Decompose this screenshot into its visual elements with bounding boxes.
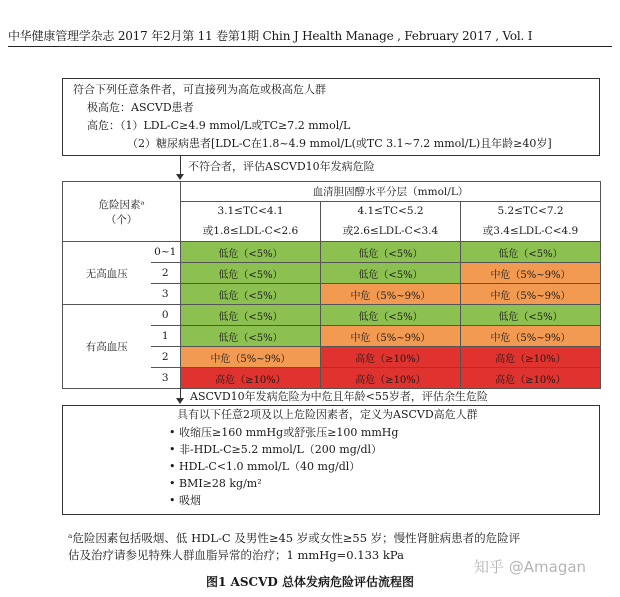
criteria-very-high: 极高危：ASCVD患者 (87, 101, 194, 114)
risk-cell-low: 低危（<5%） (321, 242, 461, 263)
risk-matrix-table (62, 181, 601, 389)
risk-cell-low: 低危（<5%） (181, 263, 321, 284)
direct-criteria-box (62, 78, 600, 156)
risk-cell-mid: 中危（5%~9%） (181, 347, 321, 368)
risk-cell-low: 低危（<5%） (181, 326, 321, 347)
high-risk-criteria-box (62, 405, 600, 515)
risk-factor-count: 0 (151, 305, 181, 326)
level-column-line1: 3.1≤TC<4.1 (217, 205, 284, 217)
hypertension-group-label: 有高血压 (63, 305, 151, 389)
risk-factor-count: 3 (151, 368, 181, 389)
criteria-title: 符合下列任意条件者，可直接列为高危或极高危人群 (73, 83, 326, 96)
risk-factor-count: 2 (151, 263, 181, 284)
watermark: 知乎 @Amagan (474, 558, 587, 576)
risk-cell-high: 高危（≥10%） (181, 368, 321, 389)
factor-unit: （个） (105, 213, 138, 226)
risk-cell-mid: 中危（5%~9%） (461, 284, 601, 305)
footnote-line-2: 估及治疗请参见特殊人群血脂异常的治疗；1 mmHg=0.133 kPa (68, 548, 404, 562)
risk-cell-low: 低危（<5%） (181, 242, 321, 263)
high-risk-item: • 收缩压≥160 mmHg或舒张压≥100 mmHg (169, 426, 399, 439)
risk-row (63, 242, 601, 263)
not-met-note: 不符合者，评估ASCVD10年发病危险 (188, 160, 375, 173)
level-column-header (321, 202, 461, 242)
risk-cell-mid: 中危（5%~9%） (321, 284, 461, 305)
level-column-line2: 或1.8≤LDL-C<2.6 (202, 225, 299, 237)
factor-header-cell (63, 182, 181, 242)
risk-cell-low: 低危（<5%） (461, 242, 601, 263)
mid-risk-note: ASCVD10年发病危险为中危且年龄<55岁者，评估余生危险 (190, 390, 488, 403)
risk-factor-count: 3 (151, 284, 181, 305)
criteria-high-2: （2）糖尿病患者[LDL-C在1.8~4.9 mmol/L(或TC 3.1~7.2 mmol/L)且年龄≥40岁] (127, 137, 552, 150)
risk-cell-mid: 中危（5%~9%） (321, 326, 461, 347)
risk-row (63, 305, 601, 326)
factor-header: 危险因素ᵃ (98, 198, 145, 211)
level-column-header (181, 202, 321, 242)
risk-cell-mid: 中危（5%~9%） (461, 326, 601, 347)
criteria-high-1: 高危：（1）LDL-C≥4.9 mmol/L或TC≥7.2 mmol/L (87, 119, 351, 132)
header-rule (8, 46, 612, 47)
risk-cell-high: 高危（≥10%） (321, 347, 461, 368)
risk-factor-count: 2 (151, 347, 181, 368)
risk-cell-high: 高危（≥10%） (321, 368, 461, 389)
risk-cell-low: 低危（<5%） (321, 263, 461, 284)
high-risk-item: • 吸烟 (169, 494, 201, 507)
high-risk-item: • HDL-C<1.0 mmol/L（40 mg/dl） (169, 460, 361, 473)
footnote-line-1: ᵃ危险因素包括吸烟、低 HDL-C 及男性≥45 岁或女性≥55 岁；慢性肾脏病患者的危险评 (68, 531, 521, 545)
risk-cell-mid: 中危（5%~9%） (461, 263, 601, 284)
level-column-line1: 4.1≤TC<5.2 (357, 205, 424, 217)
risk-cell-high: 高危（≥10%） (461, 368, 601, 389)
high-risk-item: • BMI≥28 kg/m² (169, 477, 262, 490)
high-risk-item: • 非-HDL-C≥5.2 mmol/L（200 mg/dl） (169, 443, 383, 456)
journal-header: 中华健康管理学杂志 2017 年2月第 11 卷第1期 Chin J Health Manage , February 2017 , Vol. I (8, 29, 533, 43)
flow-arrow-head-2 (176, 398, 184, 404)
level-column-header (461, 202, 601, 242)
risk-cell-low: 低危（<5%） (181, 284, 321, 305)
risk-factor-count: 0~1 (151, 242, 181, 263)
high-risk-title: 具有以下任意2项及以上危险因素者，定义为ASCVD高危人群 (177, 408, 478, 421)
risk-cell-low: 低危（<5%） (461, 305, 601, 326)
risk-cell-high: 高危（≥10%） (461, 347, 601, 368)
risk-cell-low: 低危（<5%） (181, 305, 321, 326)
level-column-line2: 或2.6≤LDL-C<3.4 (342, 225, 439, 237)
figure-caption: 图1 ASCVD 总体发病危险评估流程图 (206, 575, 414, 589)
flow-arrow-head-1 (176, 174, 184, 180)
hypertension-group-label: 无高血压 (63, 242, 151, 305)
level-header: 血清胆固醇水平分层（mmol/L） (181, 182, 601, 202)
level-column-line2: 或3.4≤LDL-C<4.9 (482, 225, 579, 237)
risk-cell-low: 低危（<5%） (321, 305, 461, 326)
risk-factor-count: 1 (151, 326, 181, 347)
level-column-line1: 5.2≤TC<7.2 (497, 205, 564, 217)
flow-arrow-line-1 (180, 156, 181, 175)
